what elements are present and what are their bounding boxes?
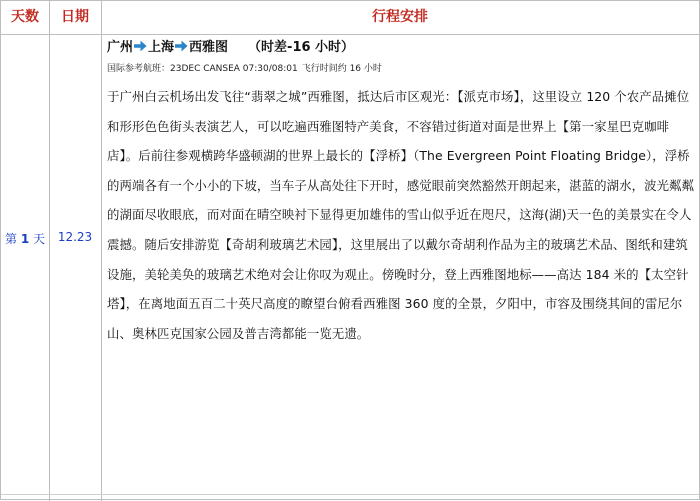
arrow-right-icon (175, 40, 188, 52)
day-suffix: 天 (33, 232, 46, 246)
plan-cell (107, 37, 695, 348)
time-difference: （时差-16 小时） (248, 40, 355, 55)
route-via: 上海 (148, 40, 175, 55)
itinerary-description: 于广州白云机场出发飞往“翡翠之城”西雅图，抵达后市区观光：【派克市场】，这里设立 120 个农产品摊位和形形色色街头表演艺人，可以吃遍西雅图特产美食，不容错过街道对面是世界上【第一家星巴克咖啡店】。后前往参观横跨华盛顿湖的世界上最长的【浮桥】（The Evergreen Point Floating Bridge），浮桥的两端各有一个小小的下坡，当车子从高处往下开时，感觉眼前突然豁然开朗起来，湛蓝的湖水，波光粼粼的湖面尽收眼底，而对面在晴空映衬下显得更加雄伟的雪山似乎近在咫尺，这海(湖)天一色的美景实在令人震撼。随后安排游览【奇胡利玻璃艺术园】，这里展出了以戴尔奇胡利作品为主的玻璃艺术品、图纸和建筑设施，美轮美奂的玻璃艺术绝对会让你叹为观止。傍晚时分，登上西雅图地标——高达 184 米的【太空针塔】，在离地面五百二十英尺高度的瞭望台俯看西雅图 360 度的全景，夕阳中，市容及围绕其间的雷尼尔山、奥林匹克国家公园及普吉湾都能一览无遗。 (107, 89, 695, 341)
route-to: 西雅图 (189, 40, 229, 55)
arrow-right-icon (134, 40, 147, 52)
route-title (107, 37, 695, 59)
flight-reference (107, 61, 695, 77)
column-divider (101, 1, 102, 501)
row-divider (1, 494, 699, 495)
header-date: 日期 (61, 9, 89, 25)
day-number: 1 (20, 232, 30, 246)
flight-duration: 飞行时间约 16 小时 (301, 64, 382, 74)
header-plan: 行程安排 (372, 9, 428, 25)
route-from: 广州 (107, 40, 134, 55)
flight-label: 国际参考航班：23DEC CANSEA 07:30/08:01 (107, 64, 298, 74)
day-prefix: 第 (4, 232, 17, 246)
header-day: 天数 (11, 9, 39, 25)
date-cell: 12.23 (57, 230, 93, 244)
column-divider (49, 1, 50, 501)
table-header-row (1, 1, 699, 35)
day-cell (1, 230, 49, 247)
